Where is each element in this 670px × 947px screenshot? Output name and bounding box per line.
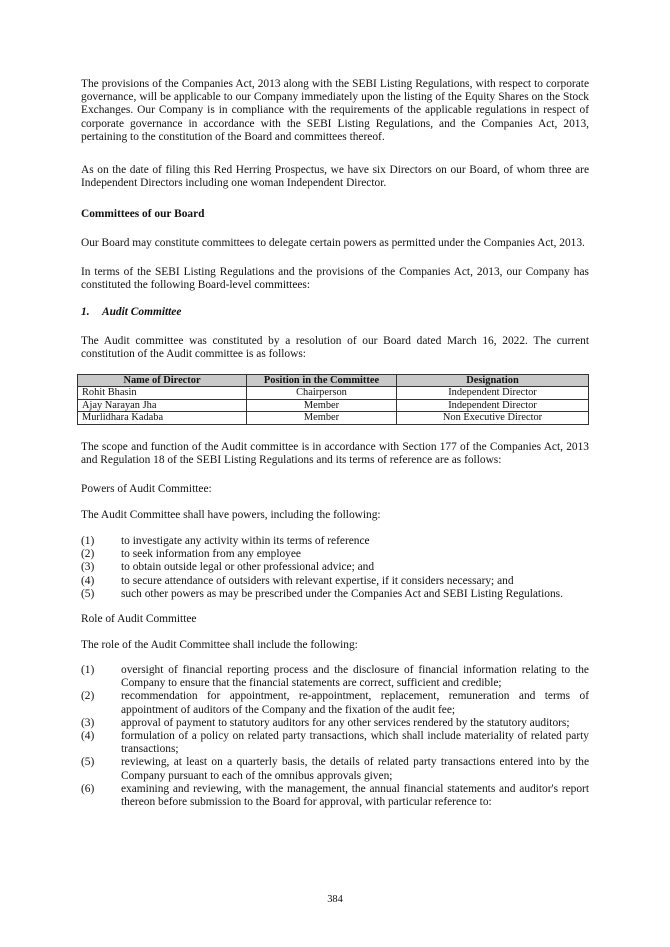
cell-designation: Independent Director — [397, 387, 589, 399]
list-item-text: oversight of financial reporting process and the disclosure of financial information relating to the Company to ensure that the financial statements are correct, sufficient and credible; — [121, 664, 589, 690]
list-item-number: (2) — [81, 690, 95, 703]
list-item-number: (1) — [81, 664, 95, 676]
cell-designation: Independent Director — [397, 399, 589, 411]
role-heading: Role of Audit Committee — [81, 613, 197, 625]
scope-text: The scope and function of the Audit committee is in accordance with Section 177 of the Companies Act, 2013 and Regulation 18 of the SEBI Listing Regulations and its terms of reference are as follows: — [81, 441, 589, 467]
list-item-number: (6) — [81, 782, 95, 795]
powers-list — [81, 535, 589, 601]
column-header-designation: Designation — [397, 375, 589, 387]
list-item-number: (4) — [81, 574, 95, 587]
list-item-number: (1) — [81, 535, 95, 547]
list-item — [81, 535, 589, 548]
cell-position: Member — [247, 399, 397, 411]
table-row — [78, 387, 589, 399]
list-item-number: (5) — [81, 756, 95, 769]
list-item — [81, 690, 589, 716]
committees-delegate-paragraph — [81, 237, 589, 250]
directors-text: As on the date of filing this Red Herring Prospectus, we have six Directors on our Board, of whom three are Independent Directors including one woman Independent Director. — [81, 164, 589, 190]
cell-position: Member — [247, 412, 397, 424]
cell-name: Murlidhara Kadaba — [78, 412, 247, 424]
list-item-number: (2) — [81, 548, 95, 561]
audit-constituted-text: The Audit committee was constituted by a resolution of our Board dated March 16, 2022. The current constitution of the Audit committee is as follows: — [81, 335, 589, 361]
powers-intro: The Audit Committee shall have powers, including the following: — [81, 509, 381, 521]
list-item — [81, 588, 589, 601]
list-item — [81, 575, 589, 588]
audit-committee-table — [77, 374, 589, 425]
scope-paragraph — [81, 441, 589, 467]
list-item-text: recommendation for appointment, re-appointment, replacement, remuneration and terms of appointment of auditors of the Company and the fixation of the audit fee; — [121, 690, 589, 716]
list-item-text: reviewing, at least on a quarterly basis, the details of related party transactions entered into by the Company pursuant to each of the omnibus approvals given; — [121, 756, 589, 782]
committees-constituted-text: In terms of the SEBI Listing Regulations and the provisions of the Companies Act, 2013, our Company has constituted the following Board-level committees: — [81, 266, 589, 292]
cell-name: Rohit Bhasin — [78, 387, 247, 399]
committees-heading: Committees of our Board — [81, 208, 205, 220]
audit-constituted-paragraph — [81, 335, 589, 361]
cell-designation: Non Executive Director — [397, 412, 589, 424]
list-item-text: to secure attendance of outsiders with relevant expertise, if it considers necessary; and — [121, 574, 514, 587]
audit-heading-number: 1. — [81, 306, 90, 318]
cell-name: Ajay Narayan Jha — [78, 399, 247, 411]
list-item-number: (3) — [81, 561, 95, 574]
list-item — [81, 561, 589, 574]
role-intro: The role of the Audit Committee shall include the following: — [81, 639, 358, 651]
list-item — [81, 756, 589, 782]
table-row — [78, 412, 589, 424]
intro-paragraph — [81, 78, 589, 144]
table-header-row — [78, 375, 589, 387]
powers-heading: Powers of Audit Committee: — [81, 483, 212, 495]
intro-text: The provisions of the Companies Act, 2013 along with the SEBI Listing Regulations, with respect to corporate governance, will be applicable to our Company immediately upon the listing of the Equity Shares on the Stock Exchanges. Our Company is in compliance with the requirements of the applicable regulations in respect of corporate governance in accordance with the SEBI Listing Regulations, and the Companies Act, 2013, pertaining to the constitution of the Board and committees thereof. — [81, 78, 589, 143]
list-item-text: to seek information from any employee — [121, 548, 301, 561]
list-item — [81, 664, 589, 690]
list-item — [81, 783, 589, 809]
list-item-text: such other powers as may be prescribed under the Companies Act and SEBI Listing Regulations. — [121, 587, 563, 600]
list-item-number: (4) — [81, 730, 95, 743]
audit-committee-heading — [81, 306, 589, 319]
committees-constituted-paragraph — [81, 266, 589, 292]
directors-paragraph — [81, 164, 589, 190]
list-item-text: examining and reviewing, with the management, the annual financial statements and auditor's report thereon before submission to the Board for approval, with particular reference to: — [121, 782, 589, 809]
page-number: 384 — [327, 894, 343, 905]
cell-position: Chairperson — [247, 387, 397, 399]
committees-delegate-text: Our Board may constitute committees to delegate certain powers as permitted under the Companies Act, 2013. — [81, 237, 585, 249]
list-item — [81, 548, 589, 561]
list-item-text: to investigate any activity within its terms of reference — [121, 535, 370, 547]
list-item-number: (5) — [81, 587, 95, 600]
list-item-number: (3) — [81, 716, 95, 729]
list-item-text: formulation of a policy on related party transactions, which shall include materiality of related party transactions; — [121, 730, 589, 756]
list-item-text: approval of payment to statutory auditors for any other services rendered by the statutory auditors; — [121, 716, 570, 729]
table-row — [78, 399, 589, 411]
audit-heading-text: Audit Committee — [102, 306, 182, 318]
role-list — [81, 664, 589, 809]
list-item — [81, 717, 589, 730]
column-header-position: Position in the Committee — [247, 375, 397, 387]
list-item-text: to obtain outside legal or other professional advice; and — [121, 561, 375, 574]
list-item — [81, 730, 589, 756]
column-header-name: Name of Director — [78, 375, 247, 387]
